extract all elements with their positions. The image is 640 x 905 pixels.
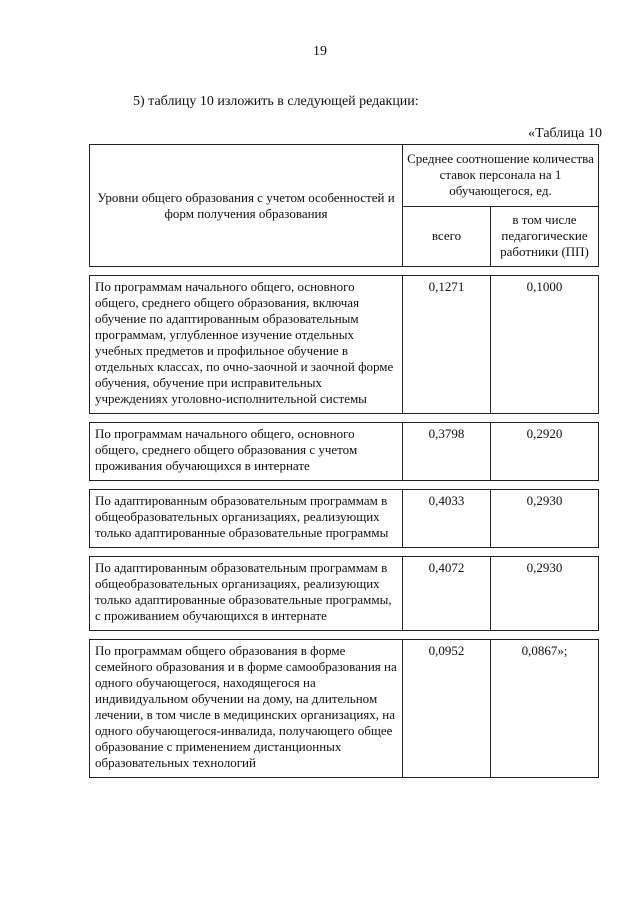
- table-row: [90, 490, 599, 548]
- row-label: По программам начального общего, основного общего, среднего общего образования с учетом проживания обучающихся в интернате: [90, 423, 403, 481]
- intro-text: 5) таблицу 10 изложить в следующей редакции:: [133, 94, 419, 109]
- row-label: По адаптированным образовательным программам в общеобразовательных организациях, реализующих только адаптированные образовательные программы, с проживанием обучающихся в интернате: [90, 557, 403, 631]
- header-average-ratio: Среднее соотношение количества ставок персонала на 1 обучающегося, ед.: [403, 145, 599, 207]
- table-row: [90, 640, 599, 778]
- table-row: [90, 557, 599, 631]
- row-pedagogical-value: 0,2930: [491, 557, 599, 631]
- table-row: [90, 276, 599, 414]
- row-total-value: 0,0952: [403, 640, 491, 778]
- table-row: [90, 423, 599, 481]
- row-label: По программам начального общего, основного общего, среднего общего образования, включая обучение по адаптированным образовательным программам, углубленное изучение отдельных учебных предметов и профильное обучение в отдельных классах, по очно-заочной и заочной форме обучения, обучение при исправительных учреждениях уголовно-исполнительной системы: [90, 276, 403, 414]
- row-pedagogical-value: 0,1000: [491, 276, 599, 414]
- page-number: 19: [313, 44, 327, 59]
- staff-ratio-table: [89, 144, 599, 778]
- row-total-value: 0,1271: [403, 276, 491, 414]
- header-education-levels: Уровни общего образования с учетом особенностей и форм получения образования: [90, 145, 403, 267]
- row-pedagogical-value: 0,2930: [491, 490, 599, 548]
- row-label: По адаптированным образовательным программам в общеобразовательных организациях, реализующих только адаптированные образовательные программы: [90, 490, 403, 548]
- row-total-value: 0,3798: [403, 423, 491, 481]
- header-pedagogical-staff: в том числе педагогические работники (ПП): [491, 206, 599, 267]
- row-pedagogical-value: 0,2920: [491, 423, 599, 481]
- table-caption: «Таблица 10: [528, 126, 602, 141]
- row-total-value: 0,4033: [403, 490, 491, 548]
- header-total: всего: [403, 206, 491, 267]
- row-total-value: 0,4072: [403, 557, 491, 631]
- row-pedagogical-value: 0,0867»;: [491, 640, 599, 778]
- row-label: По программам общего образования в форме семейного образования и в форме самообразования на одного обучающегося, находящегося на индивидуальном обучении на дому, на длительном лечении, в том числе в медицинских организациях, на одного обучающегося-инвалида, получающего общее образование с применением дистанционных образовательных технологий: [90, 640, 403, 778]
